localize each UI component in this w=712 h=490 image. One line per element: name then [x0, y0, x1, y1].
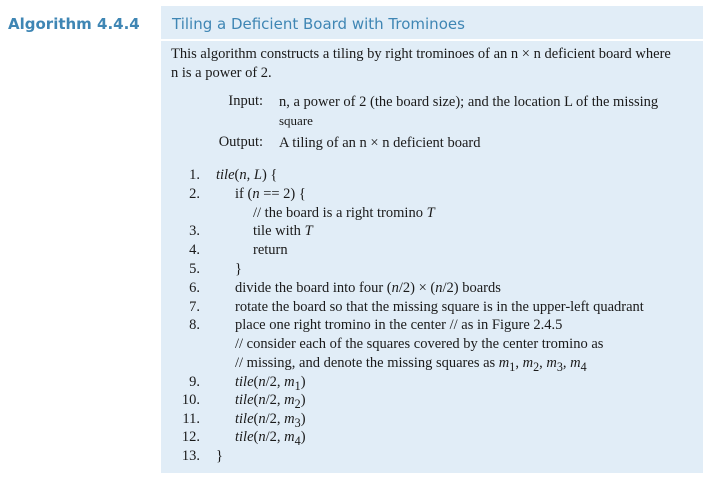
code-comment: // consider each of the squares covered by the center tromino as: [235, 336, 604, 352]
line-number: 3.: [189, 223, 200, 239]
line-number: 4.: [189, 242, 200, 258]
code-line: place one right tromino in the center // as in Figure 2.4.5: [235, 317, 563, 333]
code-line: tile(n/2, $m_4$): [235, 429, 306, 448]
code-line: tile(n/2, $m_3$): [235, 411, 306, 430]
title-divider: [161, 39, 703, 41]
code-line: tile with T: [253, 223, 313, 239]
line-number: 11.: [182, 411, 200, 427]
line-number: 1.: [189, 167, 200, 183]
code-comment: // the board is a right tromino T: [253, 205, 435, 221]
output-label: Output:: [218, 134, 263, 150]
code-line: rotate the board so that the missing square is in the upper-left quadrant: [235, 299, 644, 315]
code-line: tile(n/2, $m_1$): [235, 374, 306, 393]
code-line: tile(n/2, $m_2$): [235, 392, 306, 411]
code-line: }: [235, 261, 242, 277]
input-text-line: square: [279, 113, 313, 128]
algorithm-description: [171, 45, 699, 83]
code-line: if (n == 2) {: [235, 186, 306, 202]
code-line: return: [253, 242, 288, 258]
code-comment: // missing, and denote the missing squares as $m_1$, $m_2$, $m_3$, $m_4$: [235, 355, 587, 374]
line-number: 7.: [189, 299, 200, 315]
algorithm-number: Algorithm 4.4.4: [8, 15, 140, 33]
code-line: }: [216, 448, 223, 464]
line-number: 6.: [189, 280, 200, 296]
line-number: 13.: [181, 448, 200, 464]
input-text-line: n, a power of 2 (the board size); and the location L of the missing: [279, 94, 659, 110]
description-line: This algorithm constructs a tiling by right trominoes of an n × n deficient board where: [171, 46, 671, 62]
input-label: Input:: [228, 93, 263, 109]
line-number: 10.: [181, 392, 200, 408]
code-line: divide the board into four (n/2) × (n/2) boards: [235, 280, 501, 296]
code-line: tile(n, L) {: [216, 167, 278, 183]
algorithm-title: Tiling a Deficient Board with Trominoes: [172, 15, 465, 33]
line-number: 8.: [189, 317, 200, 333]
line-number: 9.: [189, 374, 200, 390]
line-number: 5.: [189, 261, 200, 277]
line-number: 12.: [181, 429, 200, 445]
output-text: A tiling of an n × n deficient board: [279, 135, 481, 151]
description-line: n is a power of 2.: [171, 65, 272, 81]
line-number: 2.: [189, 186, 200, 202]
